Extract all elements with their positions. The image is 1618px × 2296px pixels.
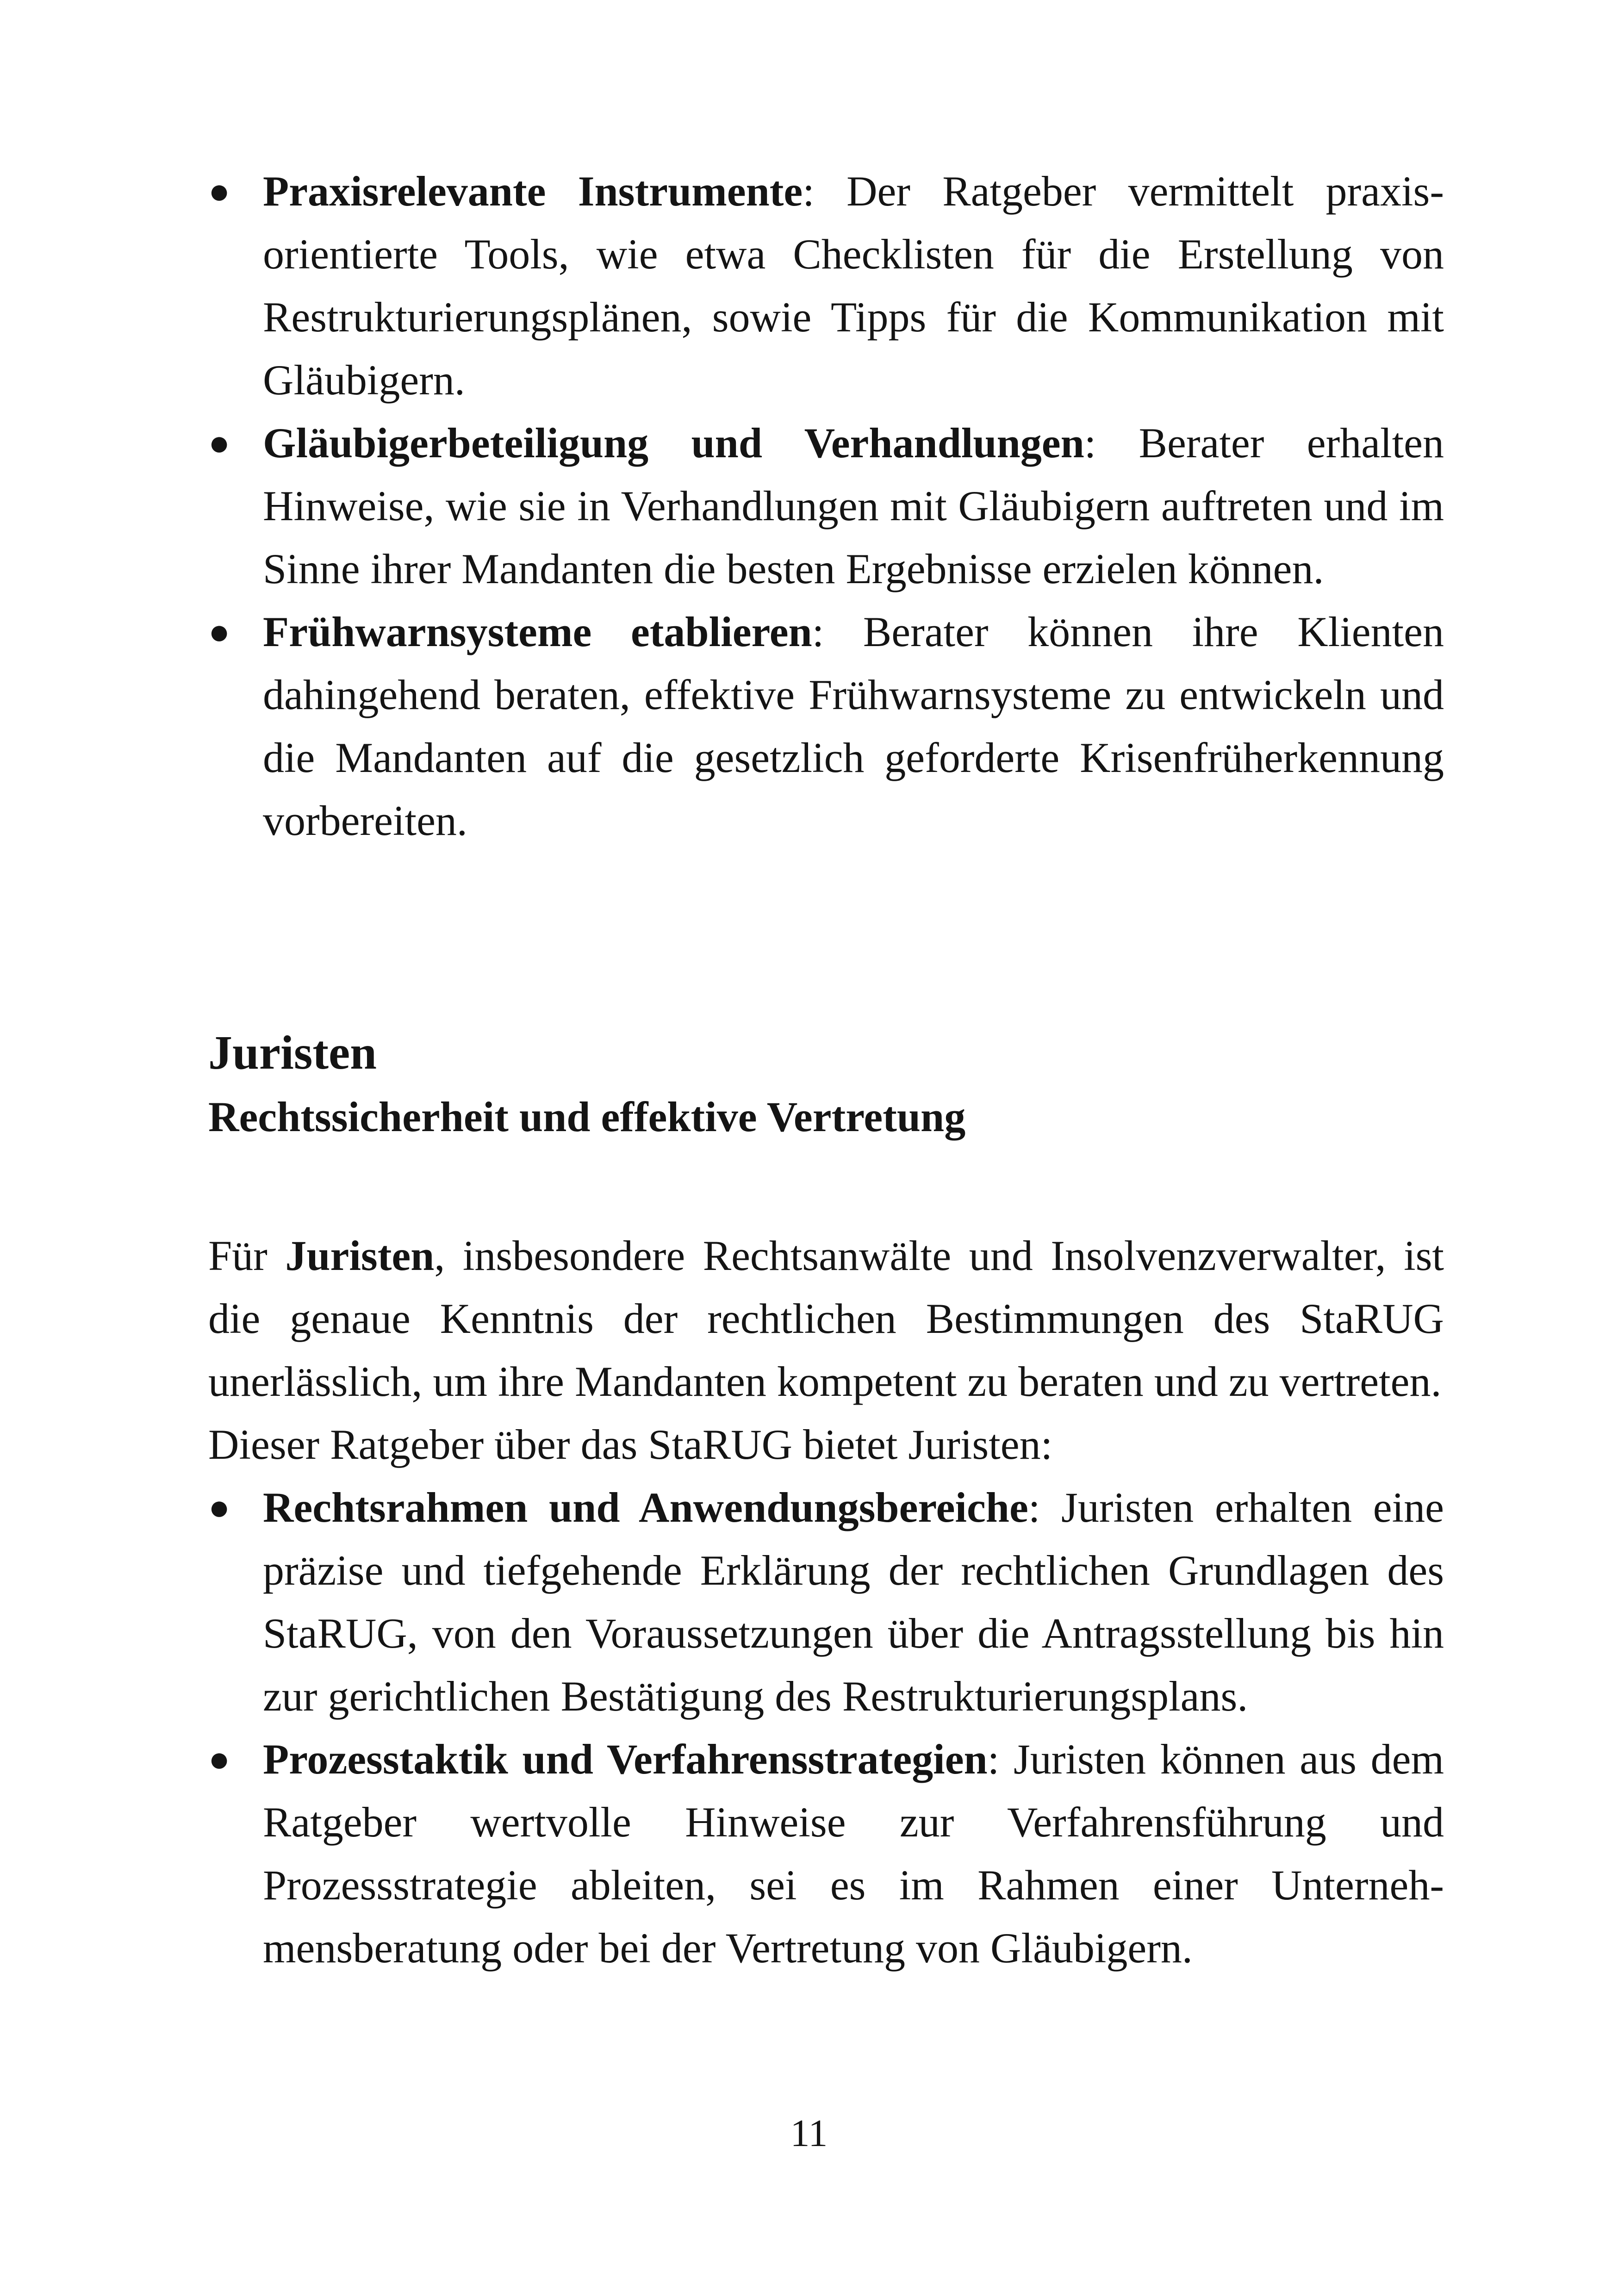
intro-paragraph <box>208 1224 1444 1413</box>
bullet-icon: ● <box>208 423 230 463</box>
bullet-icon: ● <box>208 1739 230 1779</box>
page-number: 11 <box>790 2112 828 2155</box>
list-item-text: : Juristen erhalten eine präzise und tiefgehende Erklärung der rechtlichen Grundlagen des StaRUG, von den Voraussetzungen über die Antragsstellung bis hin zur gerichtlichen Bestätigung des Restrukturierungsplans. <box>263 1484 1444 1720</box>
bullet-icon: ● <box>208 1487 230 1527</box>
list-item <box>208 411 1444 600</box>
intro-text: , insbesondere Rechtsanwälte und Insolvenzverwalter, ist die genaue Kenntnis der rechtlichen Bestimmungen des StaRUG unerlässlich, um ihre Mandanten kompetent zu beraten und zu vertreten. <box>208 1232 1444 1405</box>
bullet-list-berater <box>208 160 1444 852</box>
section-heading: Juristen <box>208 1026 377 1079</box>
bullet-icon: ● <box>208 171 230 211</box>
bullet-list <box>208 160 1444 852</box>
list-item <box>208 1728 1444 1979</box>
list-item-term: Frühwarnsysteme etablieren <box>263 608 812 655</box>
section-subheading: Rechtssicherheit und effektive Vertretung <box>208 1093 966 1140</box>
list-item <box>208 1476 1444 1728</box>
bullet-list <box>208 1476 1444 1979</box>
intro-term: Juristen <box>285 1232 435 1279</box>
list-item-term: Prozesstaktik und Verfahrensstrategien <box>263 1736 988 1783</box>
intro-prefix: Für <box>208 1232 286 1279</box>
lead-paragraph: Dieser Ratgeber über das StaRUG bietet Juristen: <box>208 1421 1053 1468</box>
list-item <box>208 160 1444 411</box>
list-item-term: Praxisrelevante Instrumente <box>263 168 803 215</box>
list-item-text: : Berater erhalten Hinweise, wie sie in Verhandlungen mit Gläubigern auftreten und im Sinne ihrer Mandanten die besten Ergebnisse erzielen können. <box>263 419 1444 592</box>
list-item-text: : Berater können ihre Klienten dahingehend beraten, effektive Frühwarnsysteme zu entwickeln und die Mandanten auf die gesetzlich geforderte Krisenfrüherkennung vorbereiten. <box>263 608 1444 844</box>
list-item-text: : Juristen können aus dem Ratgeber wertvolle Hinweise zur Verfahrensführung und Prozessstrategie ableiten, sei es im Rahmen einer Unternehmensberatung oder bei der Vertretung von Gläubigern. <box>263 1736 1444 1972</box>
list-item <box>208 600 1444 852</box>
bullet-icon: ● <box>208 611 230 652</box>
list-item-term: Gläubigerbeteiligung und Verhandlungen <box>263 419 1084 467</box>
list-item-text: : Der Ratgeber vermittelt praxisorientierte Tools, wie etwa Checklisten für die Erstellung von Restrukturierungsplänen, sowie Tipps für die Kommunikation mit Gläubigern. <box>263 168 1444 404</box>
juristen-body <box>208 1224 1444 1979</box>
list-item-term: Rechtsrahmen und Anwendungsbereiche <box>263 1484 1028 1531</box>
